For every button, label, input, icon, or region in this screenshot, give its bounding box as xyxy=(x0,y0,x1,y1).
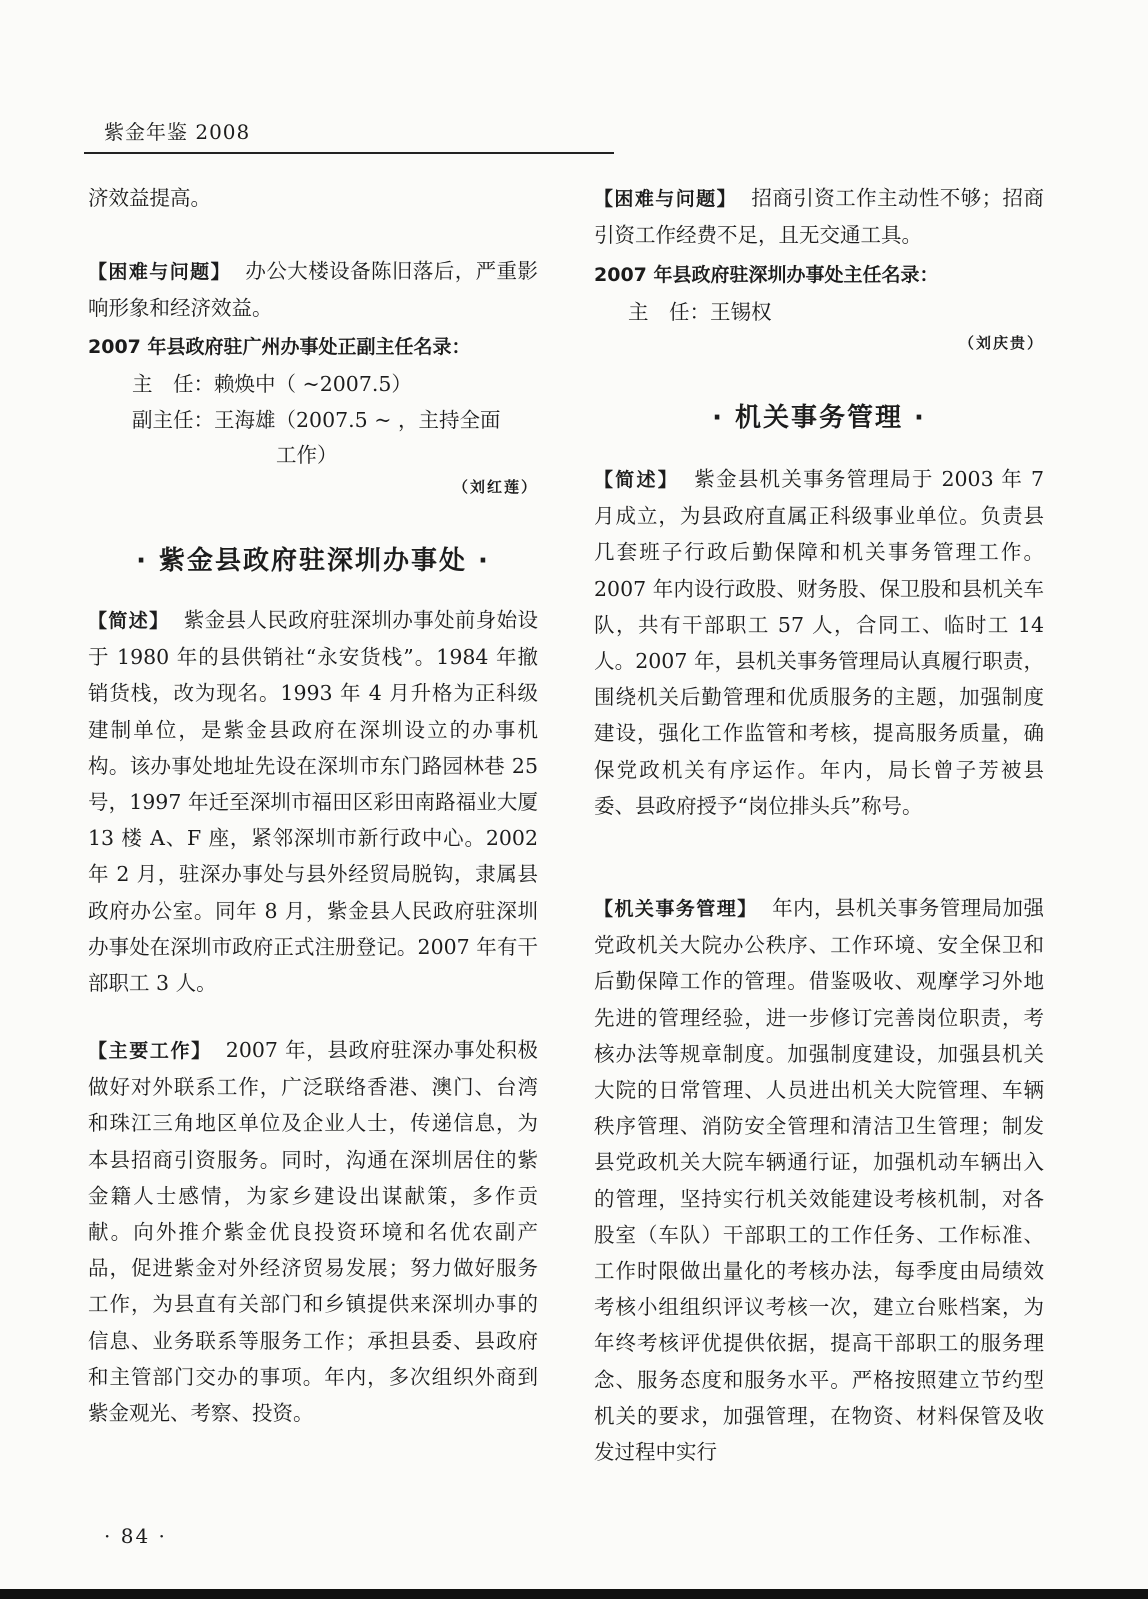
gz-roster-title: 2007 年县政府驻广州办事处正副主任名录： xyxy=(88,336,471,358)
gz-difficulties-tag: 【困难与问题】 xyxy=(88,261,231,283)
sz-signature: （刘庆贵） xyxy=(958,334,1044,352)
gz-deputy-line1: 副主任：王海雄（2007.5 ~ ，主持全面 xyxy=(132,408,501,432)
sz-overview-paragraph xyxy=(88,602,538,1001)
sz-roster-title: 2007 年县政府驻深圳办事处主任名录： xyxy=(594,264,939,286)
sz-difficulties-tag: 【困难与问题】 xyxy=(594,188,737,210)
gz-difficulties-paragraph xyxy=(88,253,538,326)
gz-signature: （刘红莲） xyxy=(452,478,538,496)
affairs-management-paragraph xyxy=(594,890,1044,1470)
sz-work-tag: 【主要工作】 xyxy=(88,1040,212,1062)
sz-difficulties-text: 招商引资工作主动性不够；招商引资工作经费不足，且无交通工具。 xyxy=(594,186,1044,248)
continuation-text: 济效益提高。 xyxy=(88,186,211,210)
section-title-affairs: · 机关事务管理 · xyxy=(712,403,926,433)
gz-deputy-line2: 工作） xyxy=(276,443,338,467)
page-number: · 84 · xyxy=(104,1524,167,1548)
affairs-management-tag: 【机关事务管理】 xyxy=(594,898,758,920)
sz-overview-text: 紫金县人民政府驻深圳办事处前身始设于 1980 年的县供销社“永安货栈”。1984 年撤销货栈，改为现名。1993 年 4 月升格为正科级建制单位，是紫金县政府在深圳设立的办事机构。该办事处地址先设在深圳市东门路园林巷 25 号，1997 年迁至深圳市福田区彩田南路福业大厦 13 楼 A、F 座，紧邻深圳市新行政中心。2002 年 2 月，驻深办事处与县外经贸局脱钩，隶属县政府办公室。同年 8 月，紫金县人民政府驻深圳办事处在深圳市政府正式注册登记。2007 年有干部职工 3 人。 xyxy=(88,608,538,996)
affairs-management-text: 年内，县机关事务管理局加强党政机关大院办公秩序、工作环境、安全保卫和后勤保障工作的管理。借鉴吸收、观摩学习外地先进的管理经验，进一步修订完善岗位职责，考核办法等规章制度。加强制度建设，加强县机关大院的日常管理、人员进出机关大院管理、车辆秩序管理、消防安全管理和清洁卫生管理；制发县党政机关大院车辆通行证，加强机动车辆出入的管理，坚持实行机关效能建设考核机制，对各股室（车队）干部职工的工作任务、工作标准、工作时限做出量化的考核办法，每季度由局绩效考核小组组织评议考核一次，建立台账档案，为年终考核评优提供依据，提高干部职工的服务理念、服务态度和服务水平。严格按照建立节约型机关的要求，加强管理，在物资、材料保管及收发过程中实行 xyxy=(594,896,1044,1465)
sz-work-paragraph xyxy=(88,1032,538,1431)
section-title-shenzhen-office: · 紫金县政府驻深圳办事处 · xyxy=(136,546,490,576)
affairs-overview-text: 紫金县机关事务管理局于 2003 年 7 月成立，为县政府直属正科级事业单位。负责县几套班子行政后勤保障和机关事务管理工作。2007 年内设行政股、财务股、保卫股和县机关车队，共有干部职工 57 人，合同工、临时工 14 人。2007 年，县机关事务管理局认真履行职责，围绕机关后勤管理和优质服务的主题，加强制度建设，强化工作监管和考核，提高服务质量，确保党政机关有序运作。年内，局长曾子芳被县委、县政府授予“岗位排头兵”称号。 xyxy=(594,467,1044,818)
sz-overview-tag: 【简述】 xyxy=(88,610,170,632)
sz-work-text: 2007 年，县政府驻深办事处积极做好对外联系工作，广泛联络香港、澳门、台湾和珠江三角地区单位及企业人士，传递信息，为本县招商引资服务。同时，沟通在深圳居住的紫金籍人士感情，为家乡建设出谋献策，多作贡献。向外推介紫金优良投资环境和名优农副产品，促进紫金对外经济贸易发展；努力做好服务工作，为县直有关部门和乡镇提供来深圳办事的信息、业务联系等服务工作；承担县委、县政府和主管部门交办的事项。年内，多次组织外商到紫金观光、考察、投资。 xyxy=(88,1038,538,1426)
sz-difficulties-paragraph xyxy=(594,180,1044,253)
affairs-overview-tag: 【简述】 xyxy=(594,469,680,491)
scan-edge-bar xyxy=(0,1589,1148,1599)
gz-difficulties-text: 办公大楼设备陈旧落后，严重影响形象和经济效益。 xyxy=(88,259,538,321)
sz-director: 主 任：王锡权 xyxy=(628,300,772,324)
header-rule xyxy=(84,152,614,154)
affairs-overview-paragraph xyxy=(594,461,1044,824)
gz-director: 主 任：赖焕中（ ~2007.5） xyxy=(132,372,412,396)
running-header: 紫金年鉴 2008 xyxy=(104,120,251,144)
